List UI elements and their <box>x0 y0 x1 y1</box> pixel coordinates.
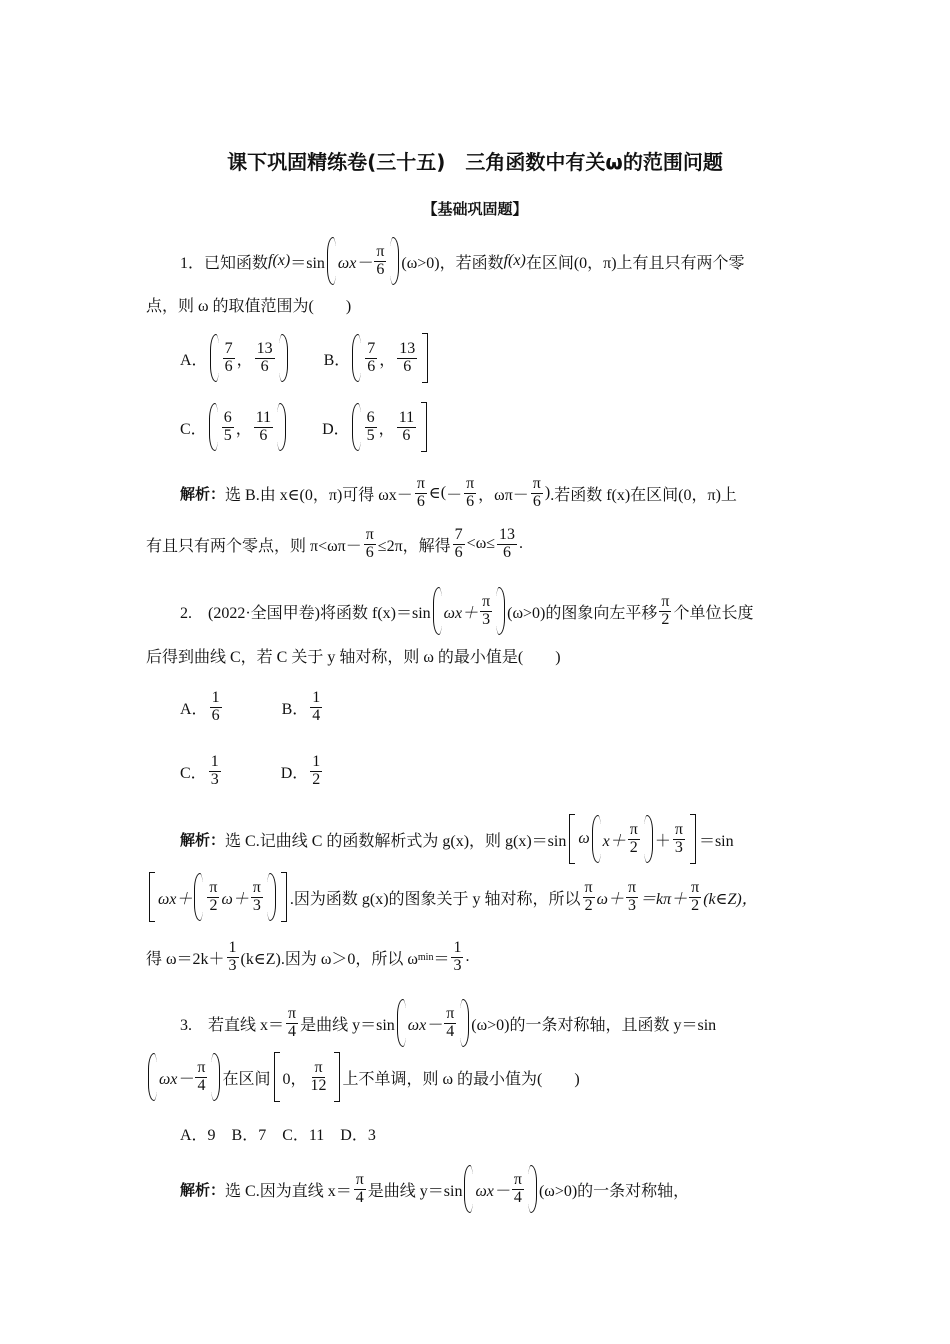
q1-options-cd: C． $\frac{6}{5}$ ， $\frac{11}{6}$ D． $\frac{6}{5}$ ， $\frac{11}{6}$ <box>180 404 430 450</box>
q1-solution-line2: 有且只有两个零点，则 π<ωπ－ $\frac{\pi}{6}$ ≤2π，解得 $\frac{7}{6}$ <ω≤ $\frac{13}{6}$ . <box>146 525 524 561</box>
q3-solution-line1: 解析： 选 C.因为直线 x＝ $\frac{\pi}{4}$ 是曲线 y＝sin ωx－ $\frac{\pi}{4}$ (ω>0)的一条对称轴， <box>180 1166 689 1212</box>
option-a-label: A． <box>180 351 208 369</box>
option-b-label: B． <box>323 351 351 369</box>
q2-stem-line2: 后得到曲线 C，若 C 关于 y 轴对称，则 ω 的最小值是( ) <box>146 648 561 666</box>
option-c-label: C． <box>180 420 207 438</box>
option-d-label: D． <box>322 420 350 438</box>
q1-options-ab: A． $\frac{7}{6}$ ， $\frac{13}{6}$ B． $\frac{7}{6}$ ， $\frac{13}{6}$ <box>180 335 431 381</box>
q1-stem-line1: 1．已知函数 f(x) ＝sin ωx－ $\frac{\pi}{6}$ (ω>0)，若函数 f(x) 在区间(0，π)上有且只有两个零 <box>180 238 745 284</box>
q2-solution-line2: ωx＋ $\frac{\pi}{2}$ ω＋ $\frac{\pi}{3}$ .因为函数 g(x)的图象关于 y 轴对称，所以 $\frac{\pi}{2}$ ω＋ $\frac{\pi}{3}$ ＝kπ＋ $\frac{\pi}{2}$ (k∈Z)， <box>146 874 758 920</box>
q3-options: A．9 B．7 C．11 D．3 <box>180 1126 376 1144</box>
q2-options-ab: A． $\frac{1}{6}$ B． $\frac{1}{4}$ <box>180 688 321 724</box>
q1-stem-line2: 点，则 ω 的取值范围为( ) <box>146 297 352 315</box>
q2-solution-line1: 解析： 选 C.记曲线 C 的函数解析式为 g(x)，则 g(x)＝sin ω x＋ $\frac{\pi}{2}$ ＋ $\frac{\pi}{3}$ ＝sin <box>180 816 734 862</box>
pi-over-6: $\frac{\pi}{6}$ <box>376 242 385 278</box>
q3-stem-line1: 3. 若直线 x＝ $\frac{\pi}{4}$ 是曲线 y＝sin ωx－ $\frac{\pi}{4}$ (ω>0)的一条对称轴，且函数 y＝sin <box>180 1000 716 1046</box>
section-heading: 【基础巩固题】 <box>422 200 528 218</box>
q2-stem-line1: 2. (2022·全国甲卷)将函数 f(x)＝sin ωx＋ $\frac{\pi}{3}$ (ω>0)的图象向左平移 $\frac{\pi}{2}$ 个单位长度 <box>180 588 753 634</box>
q1-solution-line1: 解析： 选 B.由 x∈(0，π)可得 ωx－ $\frac{\pi}{6}$ ∈ ( － $\frac{\pi}{6}$ ，ωπ－ $\frac{\pi}{6}$ ) .若函数 f(x)在区间(0，π)上 <box>180 474 737 510</box>
q3-stem-line2: ωx－ $\frac{\pi}{4}$ 在区间 0， $\frac{\pi}{12}$ 上不单调，则 ω 的最小值为( ) <box>146 1054 580 1100</box>
page-title: 课下巩固精练卷(三十五) 三角函数中有关ω的范围问题 <box>227 150 723 174</box>
q2-options-cd: C． $\frac{1}{3}$ D． $\frac{1}{2}$ <box>180 752 321 788</box>
q2-solution-line3: 得 ω＝2k＋ $\frac{1}{3}$ (k∈Z).因为 ω＞0，所以 ω min ＝ $\frac{1}{3}$ . <box>146 938 470 974</box>
